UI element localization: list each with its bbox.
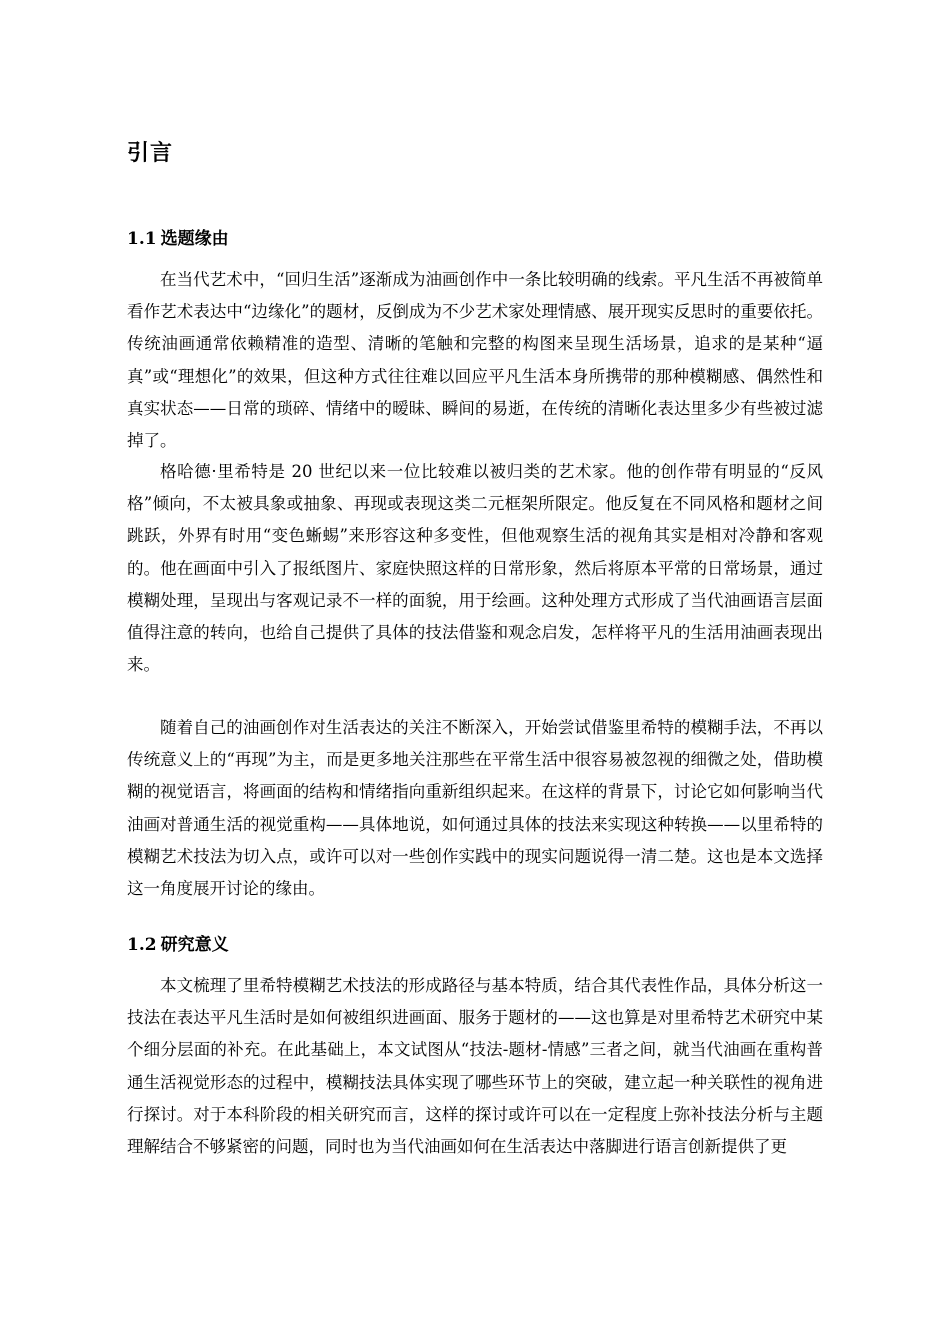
section-number: 1.2	[127, 935, 157, 955]
paragraph: 在当代艺术中，“回归生活”逐渐成为油画创作中一条比较明确的线索。平凡生活不再被简单看作艺术表达中“边缘化”的题材，反倒成为不少艺术家处理情感、展开现实反思时的重要依托。传统油画通常依赖精准的造型、清晰的笔触和完整的构图来呈现生活场景，追求的是某种“逼真”或“理想化”的效果，但这种方式往往难以回应平凡生活本身所携带的那种模糊感、偶然性和真实状态——日常的琐碎、情绪中的暧昧、瞬间的易逝，在传统的清晰化表达里多少有些被过滤掉了。	[127, 270, 823, 451]
section-title-text: 研究意义	[160, 935, 229, 955]
section-heading-1-1	[127, 227, 229, 251]
paragraph: 随着自己的油画创作对生活表达的关注不断深入，开始尝试借鉴里希特的模糊手法，不再以传统意义上的“再现”为主，而是更多地关注那些在平常生活中很容易被忽视的细微之处，借助模糊的视觉语言，将画面的结构和情绪指向重新组织起来。在这样的背景下，讨论它如何影响当代油画对普通生活的视觉重构——具体地说，如何通过具体的技法来实现这种转换——以里希特的模糊艺术技法为切入点，或许可以对一些创作实践中的现实问题说得一清二楚。这也是本文选择这一角度展开讨论的缘由。	[127, 718, 823, 899]
paragraph: 本文梳理了里希特模糊艺术技法的形成路径与基本特质，结合其代表性作品，具体分析这一技法在表达平凡生活时是如何被组织进画面、服务于题材的——这也算是对里希特艺术研究中某个细分层面的补充。在此基础上，本文试图从“技法-题材-情感”三者之间，就当代油画在重构普通生活视觉形态的过程中，模糊技法具体实现了哪些环节上的突破，建立起一种关联性的视角进行探讨。对于本科阶段的相关研究而言，这样的探讨或许可以在一定程度上弥补技法分析与主题理解结合不够紧密的问题，同时也为当代油画如何在生活表达中落脚进行语言创新提供了更	[127, 976, 823, 1157]
section-number: 1.1	[127, 229, 157, 249]
section-title-text: 选题缘由	[160, 229, 229, 249]
chapter-title: 引言	[127, 141, 174, 166]
section-heading-1-2	[127, 933, 229, 957]
paragraph: 格哈德·里希特是 20 世纪以来一位比较难以被归类的艺术家。他的创作带有明显的“反风格”倾向，不太被具象或抽象、再现或表现这类二元框架所限定。他反复在不同风格和题材之间跳跃，外界有时用“变色蜥蜴”来形容这种多变性，但他观察生活的视角其实是相对冷静和客观的。他在画面中引入了报纸图片、家庭快照这样的日常形象，然后将原本平常的日常场景，通过模糊处理，呈现出与客观记录不一样的面貌，用于绘画。这种处理方式形成了当代油画语言层面值得注意的转向，也给自己提供了具体的技法借鉴和观念启发，怎样将平凡的生活用油画表现出来。	[127, 462, 823, 675]
